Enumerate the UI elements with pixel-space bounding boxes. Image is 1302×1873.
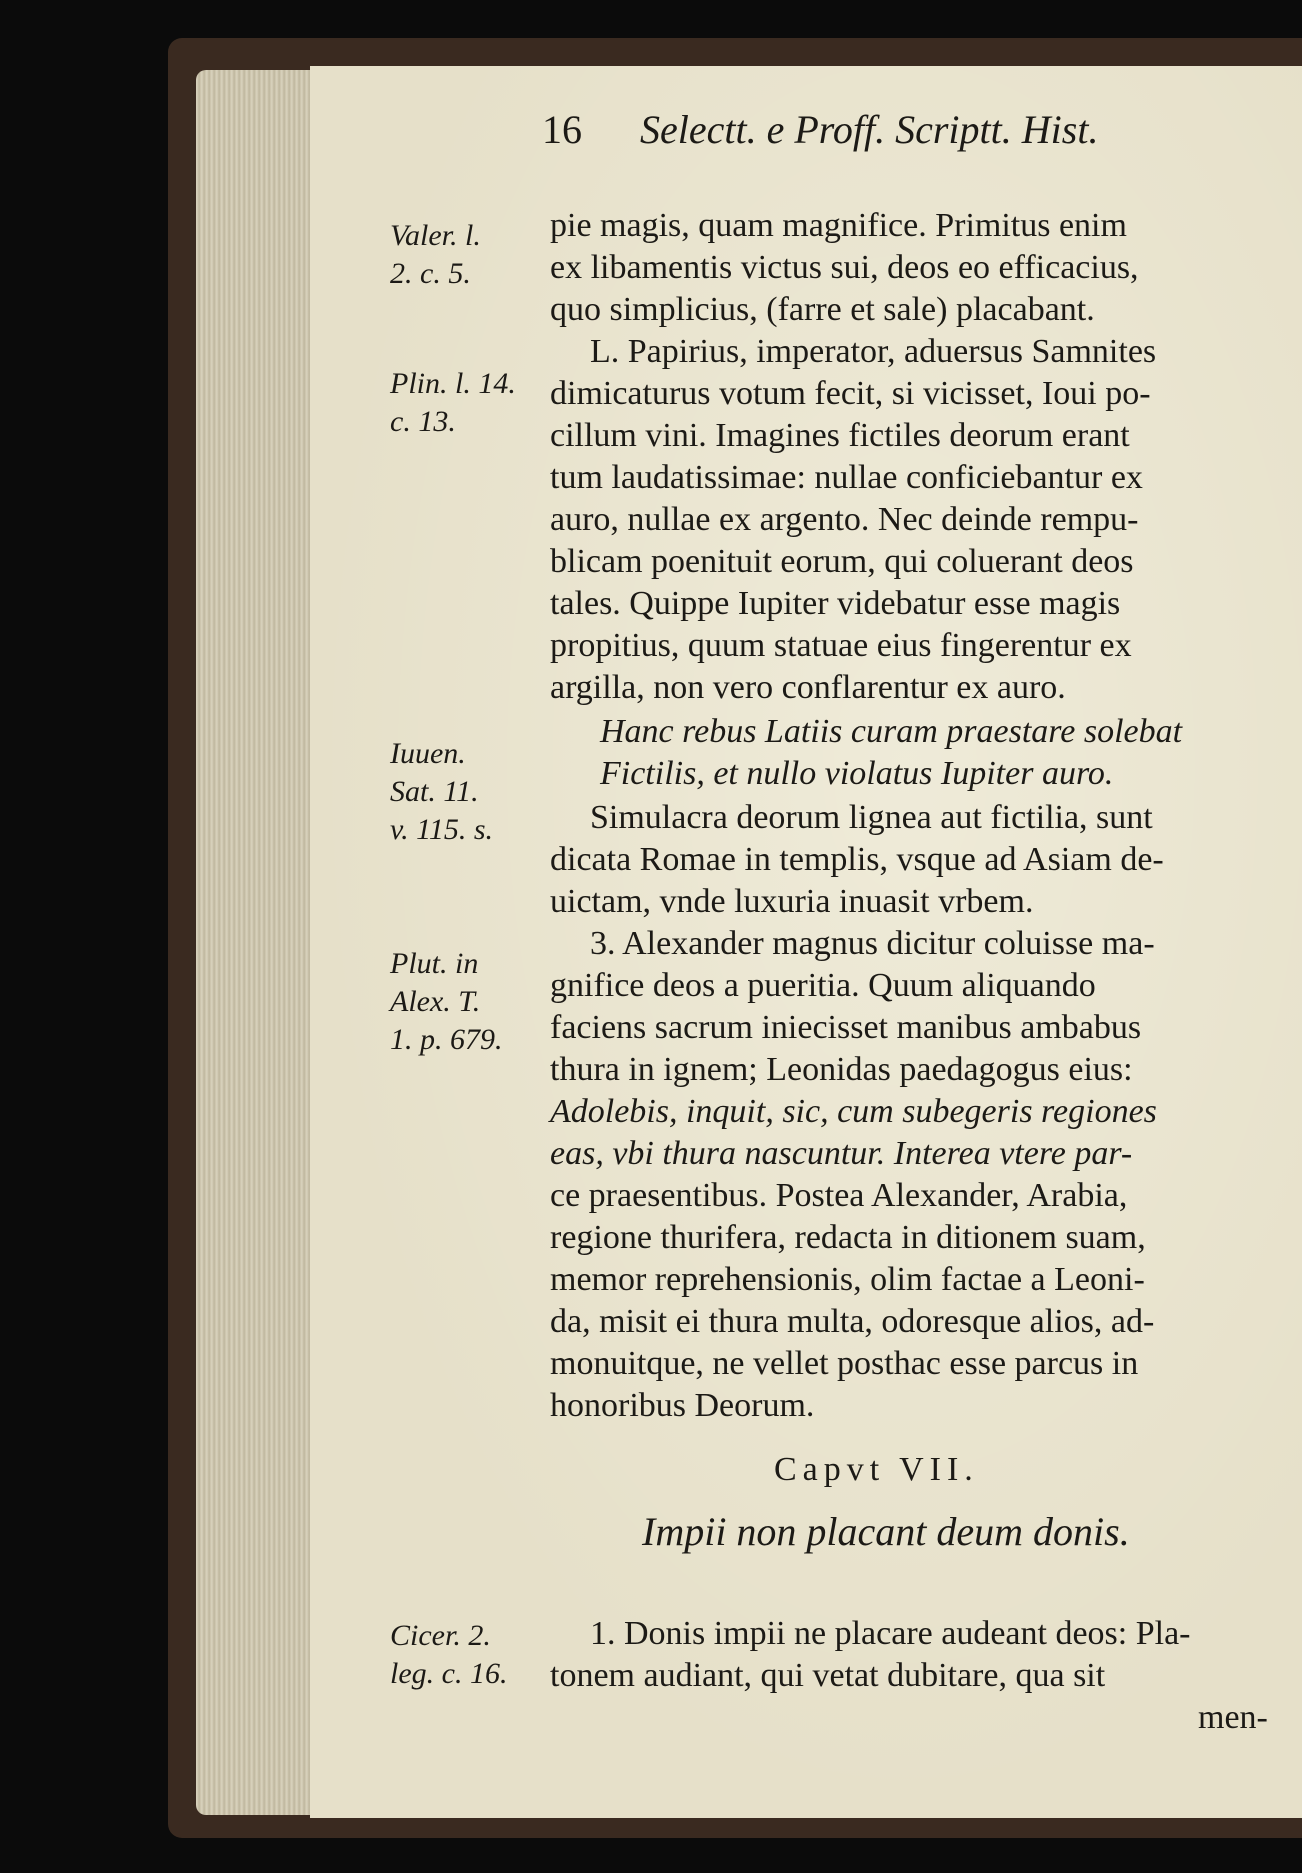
margin-note: v. 115. s. (390, 813, 494, 846)
margin-note: Valer. l. (390, 219, 481, 252)
text-line: tonem audiant, qui vetat dubitare, qua sit (550, 1657, 1106, 1694)
text-line: auro, nullae ex argento. Nec deinde rempu- (550, 501, 1139, 538)
text-line: eas, vbi thura nascuntur. Interea vtere par- (550, 1135, 1133, 1172)
text-line: dicata Romae in templis, vsque ad Asiam de- (550, 841, 1164, 878)
text-line: Adolebis, inquit, sic, cum subegeris regiones (550, 1093, 1157, 1130)
text-line: da, misit ei thura multa, odoresque alios, ad- (550, 1303, 1155, 1340)
text-line: Simulacra deorum lignea aut fictilia, sunt (590, 799, 1153, 836)
verse-line: Hanc rebus Latiis curam praestare solebat (600, 713, 1183, 750)
text-line: tum laudatissimae: nullae conficiebantur ex (550, 459, 1143, 496)
margin-note: Plin. l. 14. (390, 367, 516, 400)
margin-note: Plut. in (390, 947, 479, 980)
verse-line: Fictilis, et nullo violatus Iupiter auro. (600, 755, 1114, 792)
page-edges (196, 70, 326, 1815)
text-line: tales. Quippe Iupiter videbatur esse magis (550, 585, 1121, 622)
running-head-title: Selectt. e Proff. Scriptt. Hist. (640, 107, 1099, 152)
text-line: 3. Alexander magnus dicitur coluisse ma- (590, 925, 1155, 962)
chapter-heading: Capvt VII. (774, 1451, 979, 1488)
text-line: dimicaturus votum fecit, si vicisset, Ioui po- (550, 375, 1151, 412)
book-page (310, 66, 1302, 1818)
text-line: L. Papirius, imperator, aduersus Samnites (590, 333, 1157, 370)
text-line: uictam, vnde luxuria inuasit vrbem. (550, 883, 1034, 920)
text-line: 1. Donis impii ne placare audeant deos: Pla- (590, 1615, 1191, 1652)
text-line: argilla, non vero conflarentur ex auro. (550, 669, 1066, 706)
text-line: monuitque, ne vellet posthac esse parcus in (550, 1345, 1139, 1382)
margin-note: Iuuen. (390, 737, 466, 770)
text-line: thura in ignem; Leonidas paedagogus eius: (550, 1051, 1133, 1088)
text-line: regione thurifera, redacta in ditionem suam, (550, 1219, 1146, 1256)
chapter-subtitle: Impii non placant deum donis. (642, 1509, 1130, 1554)
page-number: 16 (542, 107, 582, 152)
catchword: men- (1198, 1699, 1268, 1736)
text-line: memor reprehensionis, olim factae a Leoni- (550, 1261, 1145, 1298)
margin-note: Alex. T. (390, 985, 481, 1018)
margin-note: leg. c. 16. (390, 1657, 508, 1690)
text-line: pie magis, quam magnifice. Primitus enim (550, 207, 1127, 244)
margin-note: 2. c. 5. (390, 257, 471, 290)
margin-note: Cicer. 2. (390, 1619, 491, 1652)
text-line: propitius, quum statuae eius fingerentur ex (550, 627, 1132, 664)
text-line: cillum vini. Imagines fictiles deorum erant (550, 417, 1130, 454)
text-line: ex libamentis victus sui, deos eo efficacius, (550, 249, 1139, 286)
text-line: quo simplicius, (farre et sale) placabant. (550, 291, 1095, 328)
text-line: honoribus Deorum. (550, 1387, 815, 1424)
margin-note: 1. p. 679. (390, 1023, 503, 1056)
margin-note: c. 13. (390, 405, 456, 438)
text-line: faciens sacrum iniecisset manibus ambabus (550, 1009, 1142, 1046)
text-line: gnifice deos a pueritia. Quum aliquando (550, 967, 1096, 1004)
text-line: ce praesentibus. Postea Alexander, Arabia, (550, 1177, 1128, 1214)
margin-note: Sat. 11. (390, 775, 479, 808)
text-line: blicam poenituit eorum, qui coluerant deos (550, 543, 1134, 580)
